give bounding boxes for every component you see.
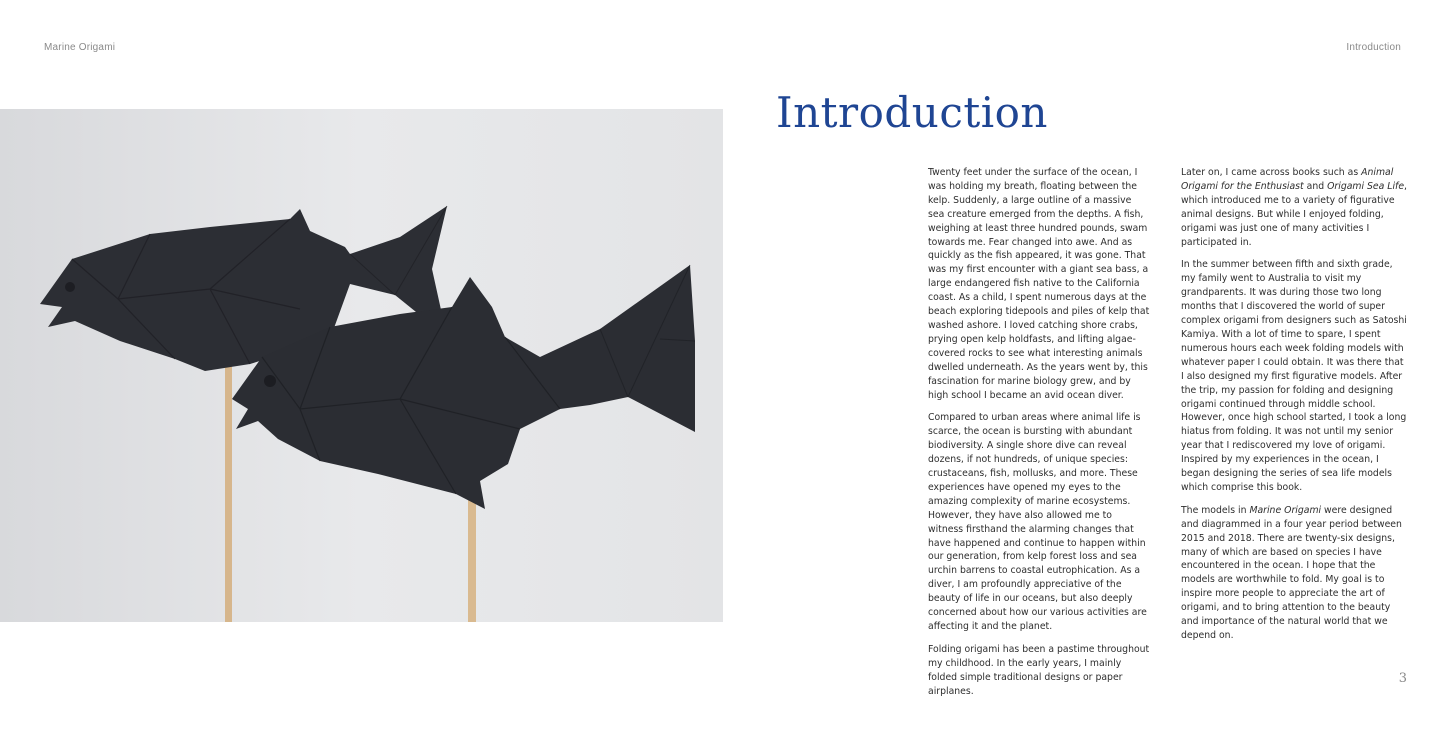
paragraph: In the summer between fifth and sixth grade, my family went to Australia to visit my grandparents. It was during those two long months that I discovered the world of super complex origami from designers such as Satoshi Kamiya. With a lot of time to spare, I spent numerous hours each week folding models with whatever paper I could obtain. It was there that I also designed my first figurative models. After the trip, my passion for folding and designing origami continued through middle school. However, once high school started, I took a long hiatus from folding. It was not until my senior year that I rediscovered my love of origami. Inspired by my experiences in the ocean, I began designing the series of sea life models which comprise this book. <box>1181 259 1407 493</box>
paragraph: Twenty feet under the surface of the ocean, I was holding my breath, floating between the kelp. Suddenly, a large outline of a massive sea creature emerged from the depths. A fish, weighing at least three hundred pounds, swam towards me. Fear changed into awe. And as quickly as the fish appeared, it was gone. That was my first encounter with a giant sea bass, a large endangered fish native to the California coast. As a child, I spent numerous days at the beach exploring tidepools and piles of kelp that washed ashore. I loved catching shore crabs, prying open kelp holdfasts, and lifting algae-covered rocks to see what interesting animals dwelled underneath. As the years went by, this fascination for marine biology grew, and by high school I became an avid ocean diver. <box>928 167 1150 401</box>
text-column-left <box>928 166 1150 708</box>
book-title: Marine Origami <box>1249 504 1322 516</box>
text-span: Later on, I came across books such as <box>1181 167 1362 178</box>
book-title: Animal Origami for the Enthusiast <box>1181 167 1394 192</box>
text-span: , which introduced me to a variety of figurative animal designs. But while I enjoyed folding, origami was just one of many activities I participated in. <box>1181 180 1408 248</box>
book-title: Origami Sea Life <box>1327 180 1405 192</box>
text-span: The models in <box>1181 504 1250 516</box>
origami-fish-photo <box>0 109 723 622</box>
text-column-right <box>1181 166 1409 652</box>
paragraph: Compared to urban areas where animal life is scarce, the ocean is bursting with abundant biodiversity. A single shore dive can reveal dozens, if not hundreds, of unique species: crustaceans, fish, mollusks, and more. These experiences have opened my eyes to the amazing complexity of marine ecosystems. However, they have also allowed me to witness firsthand the alarming changes that have happened and continue to happen within our generation, from kelp forest loss and sea urchin barrens to coastal eutrophication. As a diver, I am profoundly appreciative of the beauty of life in our oceans, but also deeply concerned about how our various activities are affecting it and the planet. <box>928 412 1147 632</box>
paragraph <box>1181 504 1409 643</box>
page-number: 3 <box>1398 671 1407 686</box>
paragraph <box>1181 166 1409 249</box>
origami-fish-icon <box>0 109 723 622</box>
support-stick-left <box>225 364 232 622</box>
running-header-book-title: Marine Origami <box>44 42 116 53</box>
support-stick-right <box>468 494 476 622</box>
running-header-section-title: Introduction <box>1346 42 1401 53</box>
paragraph: Folding origami has been a pastime throughout my childhood. In the early years, I mainly folded simple traditional designs or paper airplanes. <box>928 643 1150 697</box>
page-title: Introduction <box>776 88 1048 137</box>
text-span: were designed and diagrammed in a four year period between 2015 and 2018. There are twenty-six designs, many of which are based on species I have encountered in the ocean. I hope that the models are worthwhile to fold. My goal is to inspire more people to appreciate the art of origami, and to bring attention to the beauty and importance of the natural world that we depend on. <box>1181 504 1402 641</box>
text-span: and <box>1303 180 1328 192</box>
